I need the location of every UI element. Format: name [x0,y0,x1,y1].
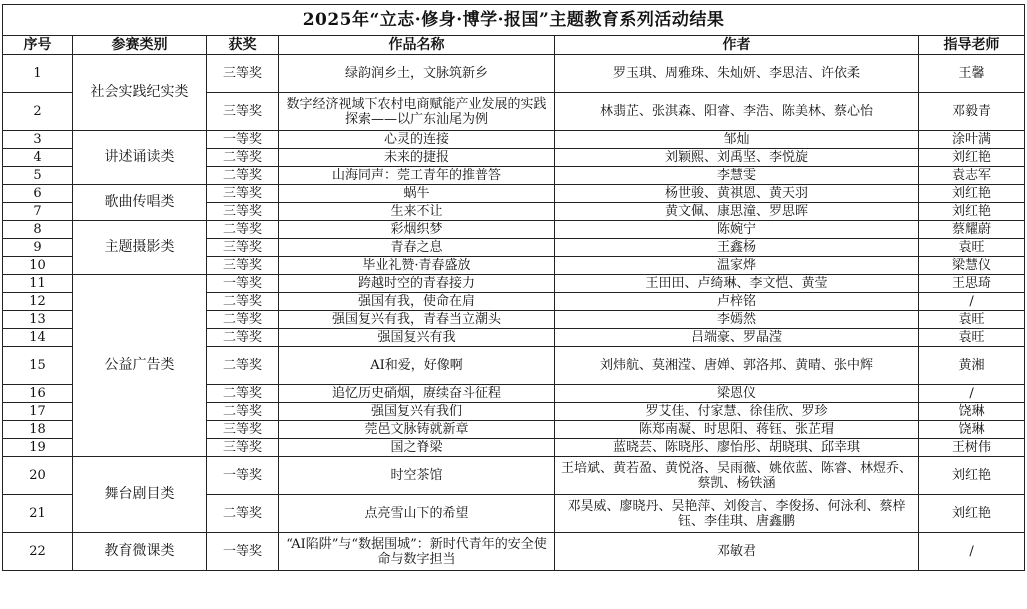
cell-teacher: 袁旺 [919,329,1025,347]
cell-no: 3 [3,131,73,149]
cell-award: 一等奖 [207,275,279,293]
cell-work: AI和爱，好像啊 [279,347,555,385]
cell-author: 梁恩仪 [555,385,919,403]
cell-teacher: 王树伟 [919,439,1025,457]
cell-no: 1 [3,55,73,93]
cell-work: 生来不让 [279,203,555,221]
table-row [3,221,1025,239]
cell-award: 三等奖 [207,257,279,275]
cell-category: 社会实践纪实类 [73,55,207,131]
cell-category: 歌曲传唱类 [73,185,207,221]
title-row [3,5,1025,36]
cell-author: 王培斌、黄若盈、黄悦洛、吴雨薇、姚依蓝、陈睿、林煜乔、蔡凯、杨铁涵 [555,457,919,495]
cell-no: 8 [3,221,73,239]
cell-work: 国之脊梁 [279,439,555,457]
cell-no: 19 [3,439,73,457]
cell-author: 王田田、卢绮琳、李文恺、黄莹 [555,275,919,293]
cell-teacher: 刘红艳 [919,149,1025,167]
cell-work: 山海同声：莞工青年的推普答 [279,167,555,185]
cell-work: 绿韵润乡土，文脉筑新乡 [279,55,555,93]
cell-no: 9 [3,239,73,257]
cell-work: 数字经济视域下农村电商赋能产业发展的实践探索——以广东汕尾为例 [279,93,555,131]
header-award: 获奖 [207,36,279,55]
cell-teacher: 刘红艳 [919,495,1025,533]
cell-award: 三等奖 [207,439,279,457]
cell-author: 温家烨 [555,257,919,275]
results-sheet [2,4,1024,571]
header-teacher: 指导老师 [919,36,1025,55]
cell-award: 二等奖 [207,293,279,311]
cell-work: 点亮雪山下的希望 [279,495,555,533]
cell-teacher: 王思琦 [919,275,1025,293]
cell-award: 二等奖 [207,167,279,185]
cell-no: 12 [3,293,73,311]
cell-work: “AI陷阱”与“数据围城”：新时代青年的安全使命与数字担当 [279,533,555,571]
cell-work: 强国复兴有我们 [279,403,555,421]
cell-author: 卢梓铭 [555,293,919,311]
cell-award: 二等奖 [207,385,279,403]
cell-award: 二等奖 [207,347,279,385]
cell-work: 青春之息 [279,239,555,257]
table-row [3,275,1025,293]
cell-teacher: 刘红艳 [919,203,1025,221]
cell-teacher: / [919,293,1025,311]
cell-category: 主题摄影类 [73,221,207,275]
cell-no: 22 [3,533,73,571]
cell-teacher: 饶琳 [919,403,1025,421]
cell-teacher: 刘红艳 [919,457,1025,495]
cell-author: 蓝晓芸、陈晓彤、廖怡彤、胡晓琪、邱幸琪 [555,439,919,457]
cell-no: 21 [3,495,73,533]
cell-award: 一等奖 [207,533,279,571]
cell-work: 跨越时空的青春接力 [279,275,555,293]
cell-no: 2 [3,93,73,131]
cell-author: 罗艾佳、付家慧、徐佳欣、罗珍 [555,403,919,421]
cell-award: 三等奖 [207,55,279,93]
cell-award: 二等奖 [207,329,279,347]
cell-no: 6 [3,185,73,203]
cell-award: 二等奖 [207,149,279,167]
cell-teacher: / [919,533,1025,571]
cell-work: 毕业礼赞·青春盛放 [279,257,555,275]
cell-no: 15 [3,347,73,385]
cell-teacher: 涂叶满 [919,131,1025,149]
table-row [3,131,1025,149]
cell-no: 7 [3,203,73,221]
table-row [3,533,1025,571]
cell-category: 舞台剧目类 [73,457,207,533]
cell-author: 黄文佩、康思潼、罗思晖 [555,203,919,221]
cell-author: 刘颖熙、刘禹坚、李悦旋 [555,149,919,167]
cell-no: 14 [3,329,73,347]
header-work: 作品名称 [279,36,555,55]
cell-award: 二等奖 [207,495,279,533]
cell-award: 三等奖 [207,421,279,439]
cell-no: 5 [3,167,73,185]
cell-award: 二等奖 [207,403,279,421]
cell-work: 强国复兴有我 [279,329,555,347]
cell-teacher: 饶琳 [919,421,1025,439]
cell-category: 教育微课类 [73,533,207,571]
cell-award: 三等奖 [207,185,279,203]
cell-author: 陈婉宁 [555,221,919,239]
cell-author: 李嫣然 [555,311,919,329]
cell-teacher: 王馨 [919,55,1025,93]
cell-work: 强国有我，使命在肩 [279,293,555,311]
cell-author: 林翡芷、张淇森、阳睿、李浩、陈美林、蔡心怡 [555,93,919,131]
cell-author: 李慧雯 [555,167,919,185]
cell-category: 讲述诵读类 [73,131,207,185]
cell-no: 11 [3,275,73,293]
cell-work: 蜗牛 [279,185,555,203]
cell-teacher: 邓毅青 [919,93,1025,131]
table-row [3,185,1025,203]
cell-award: 一等奖 [207,131,279,149]
cell-author: 邓昊威、廖晓丹、吴艳萍、刘俊言、李俊扬、何泳利、蔡梓钰、李佳琪、唐鑫鹏 [555,495,919,533]
cell-teacher: 刘红艳 [919,185,1025,203]
cell-work: 莞邑文脉铸就新章 [279,421,555,439]
results-table [2,4,1025,571]
table-row [3,55,1025,93]
cell-award: 二等奖 [207,221,279,239]
cell-award: 一等奖 [207,457,279,495]
cell-work: 心灵的连接 [279,131,555,149]
cell-work: 时空茶馆 [279,457,555,495]
header-row [3,36,1025,55]
cell-no: 20 [3,457,73,495]
cell-teacher: 袁旺 [919,239,1025,257]
cell-teacher: 梁慧仪 [919,257,1025,275]
cell-teacher: 蔡耀蔚 [919,221,1025,239]
cell-work: 追忆历史硝烟，赓续奋斗征程 [279,385,555,403]
cell-teacher: 袁志军 [919,167,1025,185]
cell-no: 13 [3,311,73,329]
cell-no: 10 [3,257,73,275]
header-author: 作者 [555,36,919,55]
cell-author: 王鑫杨 [555,239,919,257]
cell-work: 未来的捷报 [279,149,555,167]
cell-work: 彩烟织梦 [279,221,555,239]
cell-author: 邓敏君 [555,533,919,571]
cell-award: 三等奖 [207,239,279,257]
cell-no: 16 [3,385,73,403]
cell-author: 杨世骏、黄祺恩、黄天羽 [555,185,919,203]
cell-category: 公益广告类 [73,275,207,457]
cell-author: 邹灿 [555,131,919,149]
table-title: 2025年“立志·修身·博学·报国”主题教育系列活动结果 [3,5,1025,36]
cell-teacher: / [919,385,1025,403]
header-category: 参赛类别 [73,36,207,55]
cell-author: 吕端豪、罗晶滢 [555,329,919,347]
cell-work: 强国复兴有我，青春当立潮头 [279,311,555,329]
cell-teacher: 袁旺 [919,311,1025,329]
cell-author: 刘炜航、莫湘滢、唐婵、郭洛邦、黄晴、张中辉 [555,347,919,385]
cell-author: 罗玉琪、周雅珠、朱灿妍、李思洁、许依柔 [555,55,919,93]
cell-award: 二等奖 [207,311,279,329]
cell-author: 陈郑南凝、时思阳、蒋钰、张芷瑁 [555,421,919,439]
cell-award: 三等奖 [207,203,279,221]
cell-no: 18 [3,421,73,439]
cell-no: 17 [3,403,73,421]
cell-award: 三等奖 [207,93,279,131]
cell-teacher: 黄湘 [919,347,1025,385]
table-row [3,457,1025,495]
header-no: 序号 [3,36,73,55]
cell-no: 4 [3,149,73,167]
